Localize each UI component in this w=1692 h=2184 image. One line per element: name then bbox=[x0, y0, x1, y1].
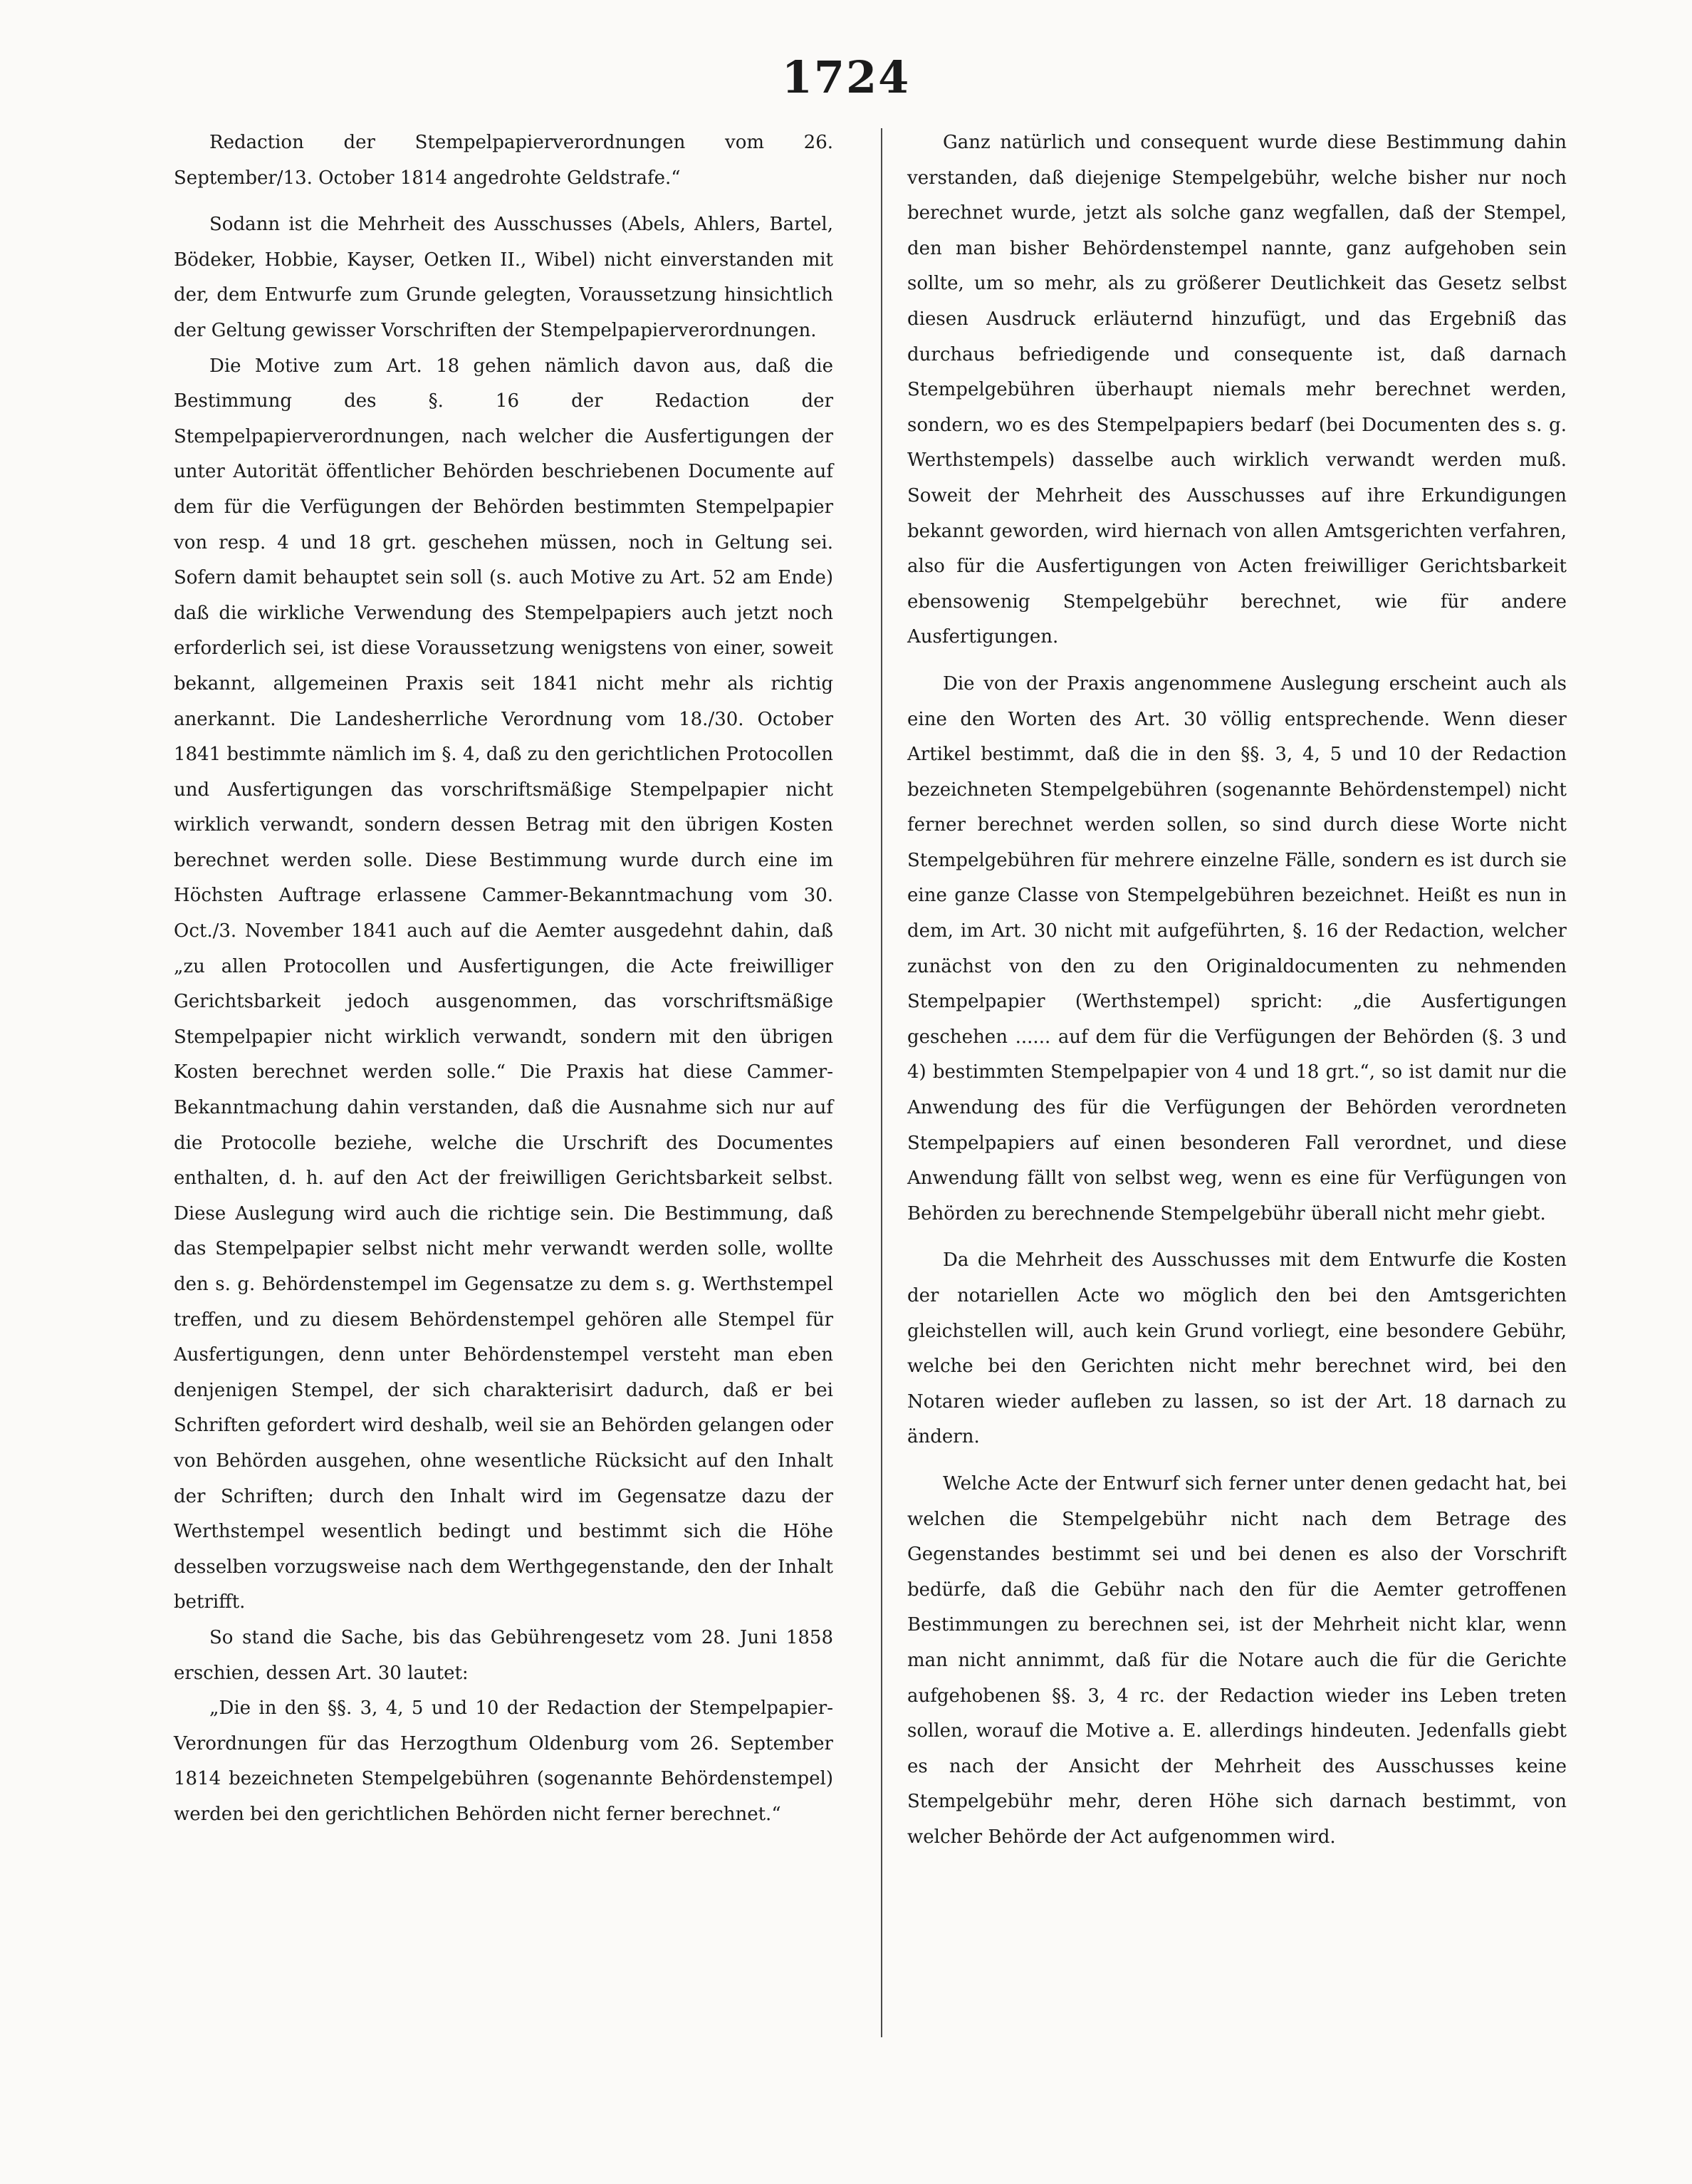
paragraph: Sodann ist die Mehrheit des Ausschusses (Abels, Ahlers, Bartel, Bödeker, Hobbie, Kayser, Oetken II., Wibel) nicht einverstanden mit der, dem Entwurfe zum Grunde gelegten, Voraussetzung hinsichtlich der Geltung gewisser Vorschriften der Stempelpapierverordnungen. bbox=[174, 214, 833, 341]
quoted-paragraph: „Die in den §§. 3, 4, 5 und 10 der Redaction der Stempelpapier-Verordnungen für das Herzogthum Oldenburg vom 26. September 1814 bezeichneten Stempelgebühren (sogenannte Behördenstempel) werden bei den gerichtlichen Behörden nicht ferner berechnet.“ bbox=[174, 1697, 833, 1825]
paragraph: Ganz natürlich und consequent wurde diese Bestimmung dahin verstanden, daß diejenige Stempelgebühr, welche bisher nur noch berechnet wurde, jetzt als solche ganz wegfallen, daß der Stempel, den man bisher Behördenstempel nannte, ganz aufgehoben sein sollte, um so mehr, als zu größerer Deutlichkeit das Gesetz selbst diesen Ausdruck erläuternd hinzufügt, und das Ergebniß das durchaus befriedigende und consequente ist, daß darnach Stempelgebühren überhaupt niemals mehr berechnet werden, sondern, wo es des Stempelpapiers bedarf (bei Documenten des s. g. Werthstempels) dasselbe auch wirklich verwandt werden muß. Soweit der Mehrheit des Ausschusses auf ihre Erkundigungen bekannt geworden, wird hiernach von allen Amtsgerichten verfahren, also für die Ausfertigungen von Acten freiwilliger Gerichtsbarkeit ebensowenig Stempelgebühr berechnet, wie für andere Ausfertigungen. bbox=[907, 132, 1567, 648]
paragraph: Welche Acte der Entwurf sich ferner unter denen gedacht hat, bei welchen die Stempelgebühr nicht nach dem Betrage des Gegenstandes bestimmt sei und bei denen es also der Vorschrift bedürfe, daß die Gebühr nach den für die Aemter getroffenen Bestimmungen zu berechnen sei, ist der Mehrheit nicht klar, wenn man nicht annimmt, daß für die Notare auch die für die Gerichte aufgehobenen §§. 3, 4 rc. der Redaction wieder ins Leben treten sollen, worauf die Motive a. E. allerdings hindeuten. Jedenfalls giebt es nach der Ansicht der Mehrheit des Ausschusses keine Stempelgebühr mehr, deren Höhe sich darnach bestimmt, von welcher Behörde der Act aufgenommen wird. bbox=[907, 1472, 1567, 1848]
paragraph: So stand die Sache, bis das Gebührengesetz vom 28. Juni 1858 erschien, dessen Art. 30 lautet: bbox=[174, 1626, 833, 1684]
paragraph: Die Motive zum Art. 18 gehen nämlich davon aus, daß die Bestimmung des §. 16 der Redaction der Stempelpapierverordnungen, nach welcher die Ausfertigungen der unter Autorität öffentlicher Behörden beschriebenen Documente auf dem für die Verfügungen der Behörden bestimmten Stempelpapier von resp. 4 und 18 grt. geschehen müssen, noch in Geltung sei. Sofern damit behauptet sein soll (s. auch Motive zu Art. 52 am Ende) daß die wirkliche Verwendung des Stempelpapiers auch jetzt noch erforderlich sei, ist diese Voraussetzung wenigstens von einer, soweit bekannt, allgemeinen Praxis seit 1841 nicht mehr als richtig anerkannt. Die Landesherrliche Verordnung vom 18./30. October 1841 bestimmte nämlich im §. 4, daß zu den gerichtlichen Protocollen und Ausfertigungen das vorschriftsmäßige Stempelpapier nicht wirklich verwandt, sondern dessen Betrag mit den übrigen Kosten berechnet werden solle. Diese Bestimmung wurde durch eine im Höchsten Auftrage erlassene Cammer-Bekanntmachung vom 30. Oct./3. November 1841 auch auf die Aemter ausgedehnt dahin, daß „zu allen Protocollen und Ausfertigungen, die Acte freiwilliger Gerichtsbarkeit jedoch ausgenommen, das vorschriftsmäßige Stempelpapier nicht wirklich verwandt, sondern mit den übrigen Kosten berechnet werden solle.“ Die Praxis hat diese Cammer-Bekanntmachung dahin verstanden, daß die Ausnahme sich nur auf die Protocolle beziehe, welche die Urschrift des Documentes enthalten, d. h. auf den Act der freiwilligen Gerichtsbarkeit selbst. Diese Auslegung wird auch die richtige sein. Die Bestimmung, daß das Stempelpapier selbst nicht mehr verwandt werden solle, wollte den s. g. Behördenstempel im Gegensatze zu dem s. g. Werthstempel treffen, und zu diesem Behördenstempel gehören alle Stempel für Ausfertigungen, denn unter Behördenstempel versteht man eben denjenigen Stempel, der sich charakterisirt dadurch, daß er bei Schriften gefordert wird deshalb, weil sie an Behörden gelangen oder von Behörden ausgehen, ohne wesentliche Rücksicht auf den Inhalt der Schriften; durch den Inhalt wird im Gegensatze dazu der Werthstempel wesentlich bedingt und bestimmt sich die Höhe desselben vorzugsweise nach dem Werthgegenstande, den der Inhalt betrifft. bbox=[174, 355, 833, 1613]
column-divider bbox=[881, 128, 882, 2037]
right-column bbox=[907, 125, 1567, 1856]
left-column bbox=[174, 125, 833, 1833]
paragraph: Da die Mehrheit des Ausschusses mit dem Entwurfe die Kosten der notariellen Acte wo möglich den bei den Amtsgerichten gleichstellen will, auch kein Grund vorliegt, eine besondere Gebühr, welche bei den Gerichten nicht mehr berechnet wird, bei den Notaren wieder aufleben zu lassen, so ist der Art. 18 darnach zu ändern. bbox=[907, 1249, 1567, 1448]
paragraph: Redaction der Stempelpapierverordnungen vom 26. September/13. October 1814 angedrohte Geldstrafe.“ bbox=[174, 132, 833, 189]
paragraph: Die von der Praxis angenommene Auslegung erscheint auch als eine den Worten des Art. 30 völlig entsprechende. Wenn dieser Artikel bestimmt, daß die in den §§. 3, 4, 5 und 10 der Redaction bezeichneten Stempelgebühren (sogenannte Behördenstempel) nicht ferner berechnet werden sollen, so sind durch diese Worte nicht Stempelgebühren für mehrere einzelne Fälle, sondern es ist durch sie eine ganze Classe von Stempelgebühren bezeichnet. Heißt es nun in dem, im Art. 30 nicht mit aufgeführten, §. 16 der Redaction, welcher zunächst von den zu den Originaldocumenten zu nehmenden Stempelpapier (Werthstempel) spricht: „die Ausfertigungen geschehen ...... auf dem für die Verfügungen der Behörden (§. 3 und 4) bestimmten Stempelpapier von 4 und 18 grt.“, so ist damit nur die Anwendung des für die Verfügungen der Behörden verordneten Stempelpapiers auf einen besonderen Fall verordnet, und diese Anwendung fällt von selbst weg, wenn es eine für Verfügungen von Behörden zu berechnende Stempelgebühr überall nicht mehr giebt. bbox=[907, 672, 1567, 1224]
page-number: 1724 bbox=[781, 51, 911, 103]
